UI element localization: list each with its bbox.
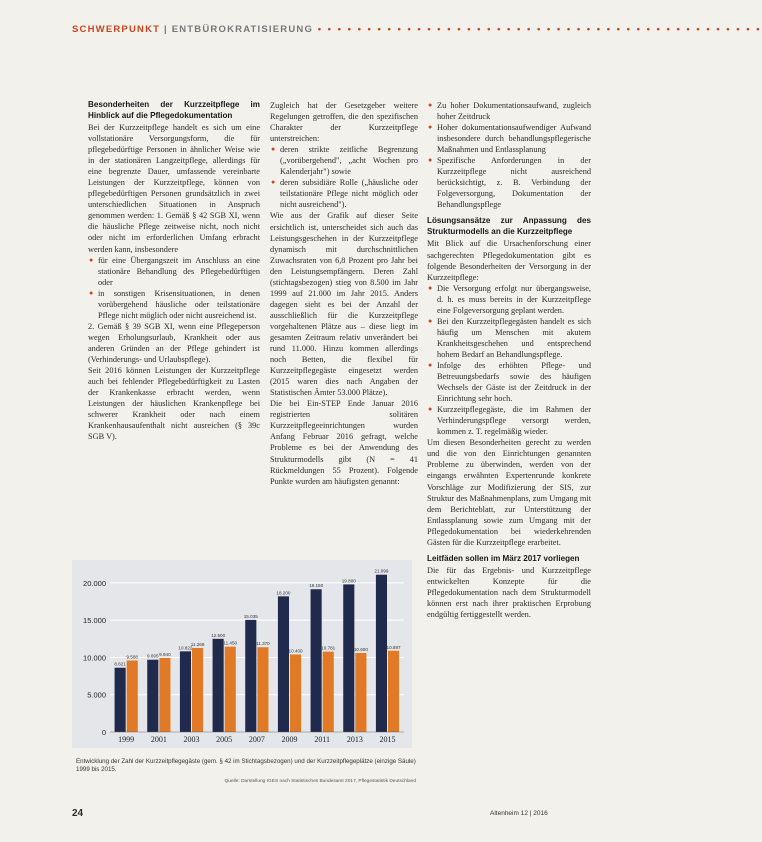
column-3 [427, 100, 591, 621]
bar-places [355, 653, 366, 732]
running-header: SCHWERPUNKT | ENTBÜROKRATISIERUNG • • • • • • • • • • • • • • • • • • • • • • • • • • • • • • • • • • • • • • • • • • • • • [72, 24, 762, 35]
bar-places [127, 661, 138, 732]
list-item: ● Infolge des erhöhten Pflege- und Betreuungsbedarfs sowie des häufigen Wechsels der Gäste ist der Zeitdruck in der Einrichtung sehr hoch. [437, 360, 591, 404]
list-item: ● deren strikte zeitliche Begrenzung („vorübergehend", „acht Wochen pro Kalenderjahr") sowie [280, 144, 418, 177]
paragraph: Zugleich hat der Gesetzgeber weitere Regelungen getroffen, die den spezifischen Charakter der Kurzzeitpflege unterstreichen: [270, 101, 418, 144]
bar-places [323, 652, 334, 732]
bullet-list [270, 144, 418, 210]
paragraph: Wie aus der Grafik auf dieser Seite ersichtlich ist, unterscheidet sich auch das Leistungsgeschehen in der Kurzzeitpflege dynamisch mit durchschnittlichen Zuwachsraten von 6,8 Prozent pro Jahr bei den Leistungsempfängern. Deren Zahl (stichtagsbezogen) stieg von 8.500 im Jahr 1999 auf 21.000 im Jahr 2015. Anders dagegen sieht es bei der Anzahl der ausschließlich für die Kurzzeitpflege vorgehaltenen Plätze aus – diese liegt im gesamten Zeitraum relativ unverändert bei rund 11.000. Hinzu kommen allerdings noch Betten, die flexibel für Kurzzeitpflegegäste eingesetzt werden (2015 waren dies nach Angaben der Statistischen Ämter 53.000 Plätze). [270, 211, 418, 398]
x-tick-label: 2009 [281, 735, 298, 744]
paragraph: 2. Gemäß § 39 SGB XI, wenn eine Pflegeperson wegen Erholungsurlaub, Krankheit oder aus anderen Gründen an der Pflege gehindert ist (Verhinderungs- und Urlaubspflege). [88, 321, 260, 364]
data-label: 10.897 [386, 644, 401, 650]
data-label: 15.035 [243, 613, 258, 619]
list-item: ● Zu hoher Dokumentationsaufwand, zugleich hoher Zeitdruck [437, 100, 591, 122]
data-label: 18.200 [276, 590, 291, 596]
paragraph: Seit 2016 können Leistungen der Kurzzeitpflege auch bei fehlender Pflegebedürftigkeit zu Lasten der Krankenkasse erbracht werden, wenn Leistungen der häuslichen Krankenpflege bei schwerer Krankheit oder nach einem Krankenhausaufenthalt nicht ausreichen (§ 39c SGB V). [88, 366, 260, 442]
y-tick-label: 20.000 [83, 578, 106, 588]
chart-caption: Entwicklung der Zahl der Kurzzeitpflegegäste (gem. § 42 im Stichtagsbezogen) und der Kurzzeitpflegeplätze (einzige Säule) 1999 bis 2015. [76, 758, 416, 773]
data-label: 10.781 [321, 645, 336, 651]
page-number: 24 [72, 808, 84, 819]
bar-guests [343, 584, 354, 732]
list-item: ● Spezifische Anforderungen in der Kurzzeitpflege nicht ausreichend berücksichtigt, z. B. Verbindung der Folgeversorgung, Dokumentation der Behandlungspflege [437, 155, 591, 210]
y-tick-label: 5.000 [87, 690, 106, 700]
bar-guests [245, 620, 256, 732]
paragraph: Bei der Kurzzeitpflege handelt es sich um eine vollstationäre Versorgungsform, die für pflegebedürftige Personen in ähnlicher Weise wie in der stationären Langzeitpflege, allerdings für eine begrenzte Dauer, umfassende vereinbarte Leistungen der Kurzzeitpflege, können von pflegebedürftigen Personen grundsätzlich in zwei unterschiedlichen Situationen in Anspruch genommen werden: 1. Gemäß § 42 SGB XI, wenn die häusliche Pflege zeitweise nicht, noch nicht oder nicht im erforderlichen Umfang erbracht werden kann, insbesondere [88, 123, 260, 254]
bar-places [159, 658, 170, 732]
y-tick-label: 0 [101, 728, 106, 737]
y-tick-label: 15.000 [83, 616, 106, 626]
chart-svg [72, 560, 412, 748]
bar-guests [311, 589, 322, 732]
bullet-list [88, 255, 260, 321]
bullet-list [427, 100, 591, 210]
bar-chart [72, 560, 412, 748]
bar-places [388, 651, 399, 732]
paragraph: Mit Blick auf die Ursachenforschung einer sachgerechten Pflegedokumentation gibt es folgende Besonderheiten der Versorgung in der Kurzzeitpflege: [427, 239, 591, 282]
paragraph: Die für das Ergebnis- und Kurzzeitpflege entwickelten Konzepte für die Pflegedokumentation nach dem Strukturmodell können erst nach ihrer praktischen Erprobung endgültig fertiggestellt werden. [427, 566, 591, 620]
paragraph: Die bei Ein-STEP Ende Januar 2016 registrierten solitären Kurzzeitpflegeeinrichtungen wurden Anfang Februar 2016 gefragt, welche Probleme es bei der Anwendung des Strukturmodells gibt (N = 41 Rückmeldungen 55 Prozent). Folgende Punkte wurden am häufigsten genannt: [270, 399, 418, 486]
list-item: ● Die Versorgung erfolgt nur übergangsweise, d. h. es muss bereits in der Kurzzeitpflege eine Folgeversorgung geplant werden. [437, 283, 591, 316]
x-tick-label: 2007 [248, 735, 265, 744]
data-label: 11.268 [190, 642, 205, 648]
data-label: 9.695 [147, 653, 159, 659]
data-label: 10.600 [353, 646, 368, 652]
x-tick-label: 2013 [346, 735, 363, 744]
x-tick-label: 2001 [150, 735, 167, 744]
chart-source: Quelle: Darstellung IGES nach Statistisches Bundesamt 2017, Pflegestatistik Deutschland [224, 779, 416, 784]
list-item: ● Hoher dokumentationsaufwendiger Aufwand insbesondere durch behandlungspflegerische Maßnahmen und Entlassplanung [437, 122, 591, 155]
data-label: 11.450 [223, 640, 238, 646]
data-label: 9.588 [126, 654, 138, 660]
bar-places [290, 654, 301, 732]
bullet-list [427, 283, 591, 438]
bar-guests [278, 596, 289, 732]
bar-places [192, 648, 203, 732]
list-item: ● deren subsidiäre Rolle („häusliche oder teilstationäre Pflege nicht möglich oder nicht ausreichend"). [280, 177, 418, 210]
header-section: ENTBÜROKRATISIERUNG [171, 24, 314, 35]
data-label: 21.099 [374, 568, 389, 574]
data-label: 12.500 [211, 632, 226, 638]
bar-places [225, 647, 236, 732]
paragraph: Um diesen Besonderheiten gerecht zu werden und die von den Einrichtungen genannten Probleme zu überwinden, werden von der eingangs erwähnten Expertenrunde konkrete Vorschläge zur Modifizierung der SIS, zur Struktur des Maßnahmenplans, zum Umgang mit dem Berichteblatt, zur Unterstützung der Entlassplanung sowie zum Umgang mit der Pflegedokumentation bei wiederkehrenden Gästen für die Kurzzeitpflege erarbeitet. [427, 438, 591, 547]
header-keyword: SCHWERPUNKT [72, 24, 161, 35]
column-2 [270, 100, 418, 487]
x-tick-label: 2011 [314, 735, 331, 744]
x-tick-label: 2015 [379, 735, 396, 744]
data-label: 19.150 [309, 583, 324, 589]
section-heading: Lösungsansätze zur Anpassung des Strukturmodells an die Kurzzeitpflege [427, 216, 591, 236]
bar-guests [376, 575, 387, 732]
list-item: ● Bei den Kurzzeitpflegegästen handelt es sich häufig um Menschen mit akutem Krankheitsgeschehen und entsprechend hohem Bedarf an Behandlungspflege. [437, 316, 591, 360]
data-label: 10.400 [288, 648, 303, 654]
bar-guests [147, 660, 158, 732]
x-tick-label: 2005 [216, 735, 233, 744]
data-label: 11.370 [256, 641, 270, 647]
data-label: 10.822 [178, 645, 193, 651]
y-tick-label: 10.000 [83, 653, 106, 663]
bar-guests [180, 651, 191, 732]
bar-guests [213, 639, 224, 732]
x-tick-label: 1999 [118, 735, 135, 744]
list-item: ● für eine Übergangszeit im Anschluss an eine stationäre Behandlung des Pflegebedürftigen oder [98, 255, 260, 288]
bar-guests [115, 668, 126, 732]
data-label: 19.800 [341, 578, 356, 584]
data-label: 9.940 [159, 651, 171, 657]
list-item: ● in sonstigen Krisensituationen, in denen vorübergehend häusliche oder teilstationäre Pflege nicht möglich oder nicht ausreichend ist. [98, 288, 260, 321]
bar-places [257, 647, 268, 732]
x-tick-label: 2003 [183, 735, 200, 744]
section-heading: Besonderheiten der Kurzzeitpflege im Hinblick auf die Pflegedokumentation [88, 100, 260, 120]
data-label: 8.621 [114, 661, 126, 667]
column-1 [88, 100, 260, 442]
list-item: ● Kurzzeitpflegegäste, die im Rahmen der Verhinderungspflege versorgt werden, kommen z. T. regelmäßig wieder. [437, 404, 591, 437]
section-heading: Leitfäden sollen im März 2017 vorliegen [427, 553, 580, 563]
footer-publication: Altenheim 12 | 2016 [490, 810, 548, 817]
